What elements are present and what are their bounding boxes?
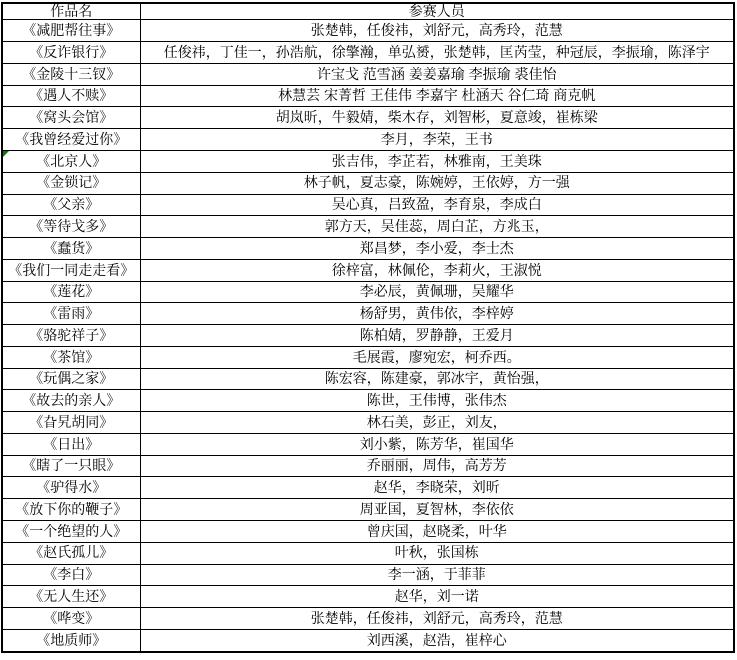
table-row (2, 499, 734, 521)
participants-cell[interactable]: 杨舒男，黄伟依，李梓婷 (140, 303, 734, 325)
work-title-cell[interactable]: 《窝头会馆》 (2, 107, 140, 129)
work-title-cell[interactable]: 《遇人不赎》 (2, 85, 140, 107)
work-title-cell[interactable]: 《日出》 (2, 433, 140, 455)
work-title-cell[interactable]: 《我曾经爱过你》 (2, 129, 140, 151)
work-title-cell[interactable]: 《地质师》 (2, 629, 140, 652)
work-title-cell[interactable]: 《我们一同走走看》 (2, 259, 140, 281)
participants-cell[interactable]: 林子帆，夏志豪，陈婉婷，王依婷，方一强 (140, 172, 734, 194)
work-title-cell[interactable]: 《蠢货》 (2, 238, 140, 260)
table-row (2, 281, 734, 303)
work-title-cell[interactable]: 《瞎了一只眼》 (2, 455, 140, 477)
participants-cell[interactable]: 曾庆国，赵晓柔，叶华 (140, 521, 734, 543)
table-row (2, 412, 734, 434)
table-row (2, 477, 734, 499)
participants-cell[interactable]: 叶秋，张国栋 (140, 542, 734, 564)
participants-cell[interactable]: 刘西溪，赵浩，崔梓心 (140, 629, 734, 652)
work-title-cell[interactable]: 《骆驼祥子》 (2, 325, 140, 347)
table-row (2, 521, 734, 543)
participants-cell[interactable]: 许宝戈 范雪涵 姜姜嘉瑜 李振瑜 裘佳怡 (140, 63, 734, 85)
table-row (2, 216, 734, 238)
table-row (2, 542, 734, 564)
work-title-cell[interactable]: 《玩偶之家》 (2, 368, 140, 390)
header-row (2, 3, 734, 20)
work-title-cell[interactable]: 《金锁记》 (2, 172, 140, 194)
error-indicator-triangle (3, 151, 9, 157)
work-title-cell[interactable]: 《茶馆》 (2, 346, 140, 368)
participants-cell[interactable]: 乔丽丽，周伟，高芳芳 (140, 455, 734, 477)
work-title-cell[interactable]: 《父亲》 (2, 194, 140, 216)
participants-cell[interactable]: 任俊祎，丁佳一，孙浩航，徐擎瀚，单弘赟，张楚韩，匡芮莹，种冠辰，李振瑜，陈泽宇 (140, 42, 734, 64)
table-row (2, 172, 734, 194)
column-header-participants[interactable]: 参赛人员 (140, 3, 734, 20)
participants-cell[interactable]: 陈宏容，陈建豪，郭冰宇，黄怡强， (140, 368, 734, 390)
table-row (2, 390, 734, 412)
work-title-cell[interactable]: 《哗变》 (2, 608, 140, 630)
work-title-cell[interactable]: 《等待戈多》 (2, 216, 140, 238)
table-row (2, 107, 734, 129)
participants-cell[interactable]: 胡岚昕，牛毅婧，柴木存，刘智彬，夏意竣，崔栋梁 (140, 107, 734, 129)
works-table (1, 2, 735, 653)
work-title-cell[interactable]: 《驴得水》 (2, 477, 140, 499)
table-row (2, 368, 734, 390)
work-title-cell[interactable]: 《减肥帮往事》 (2, 20, 140, 42)
table-row (2, 325, 734, 347)
participants-cell[interactable]: 毛展霞，廖宛宏，柯乔西。 (140, 346, 734, 368)
work-title-cell[interactable]: 《无人生还》 (2, 586, 140, 608)
table-row (2, 20, 734, 42)
table-row (2, 303, 734, 325)
table-row (2, 42, 734, 64)
table-row (2, 346, 734, 368)
participants-cell[interactable]: 刘小紫，陈芳华，崔国华 (140, 433, 734, 455)
work-title-cell[interactable]: 《北京人》 (2, 150, 140, 172)
participants-cell[interactable]: 赵华，刘一诺 (140, 586, 734, 608)
table-row (2, 63, 734, 85)
table-row (2, 433, 734, 455)
table-row (2, 564, 734, 586)
participants-cell[interactable]: 郑昌梦，李小爱，李士杰 (140, 238, 734, 260)
table-row (2, 586, 734, 608)
participants-cell[interactable]: 李必辰，黄佩珊，吴耀华 (140, 281, 734, 303)
work-title-cell[interactable]: 《金陵十三钗》 (2, 63, 140, 85)
participants-cell[interactable]: 周亚国，夏智林，李依依 (140, 499, 734, 521)
participants-cell[interactable]: 李一涵，于菲菲 (140, 564, 734, 586)
work-title-cell[interactable]: 《旮旯胡同》 (2, 412, 140, 434)
table-row (2, 85, 734, 107)
participants-cell[interactable]: 李月，李荣，王书 (140, 129, 734, 151)
participants-cell[interactable]: 陈柏婧，罗静静，王爱月 (140, 325, 734, 347)
participants-cell[interactable]: 林慧芸 宋菁哲 王佳伟 李嘉宇 杜涵天 谷仁琦 商克帆 (140, 85, 734, 107)
work-title-cell[interactable]: 《雷雨》 (2, 303, 140, 325)
work-title-cell[interactable]: 《李白》 (2, 564, 140, 586)
table-row (2, 150, 734, 172)
work-title-cell[interactable]: 《故去的亲人》 (2, 390, 140, 412)
work-title-cell[interactable]: 《放下你的鞭子》 (2, 499, 140, 521)
spreadsheet-region (1, 2, 735, 653)
work-title-cell[interactable]: 《莲花》 (2, 281, 140, 303)
table-row (2, 455, 734, 477)
table-row (2, 608, 734, 630)
participants-cell[interactable]: 郭方天，吴佳蕊，周白芷，方兆玉， (140, 216, 734, 238)
participants-cell[interactable]: 陈世，王伟博，张伟杰 (140, 390, 734, 412)
table-row (2, 238, 734, 260)
participants-cell[interactable]: 张楚韩，任俊祎，刘舒元，高秀玲，范慧 (140, 608, 734, 630)
column-header-work-title[interactable]: 作品名 (2, 3, 140, 20)
participants-cell[interactable]: 林石美，彭正，刘友， (140, 412, 734, 434)
table-row (2, 129, 734, 151)
table-row (2, 259, 734, 281)
participants-cell[interactable]: 张楚韩，任俊祎，刘舒元，高秀玲，范慧 (140, 20, 734, 42)
work-title-cell[interactable]: 《一个绝望的人》 (2, 521, 140, 543)
table-row (2, 194, 734, 216)
participants-cell[interactable]: 张吉伟，李芷若，林雅南，王美珠 (140, 150, 734, 172)
participants-cell[interactable]: 吴心真，吕致盈，李育泉，李成白 (140, 194, 734, 216)
participants-cell[interactable]: 赵华，李晓荣，刘昕 (140, 477, 734, 499)
work-title-cell[interactable]: 《赵氏孤儿》 (2, 542, 140, 564)
participants-cell[interactable]: 徐梓富，林佩伦，李莉火，王淑悦 (140, 259, 734, 281)
work-title-cell[interactable]: 《反诈银行》 (2, 42, 140, 64)
table-row (2, 629, 734, 652)
